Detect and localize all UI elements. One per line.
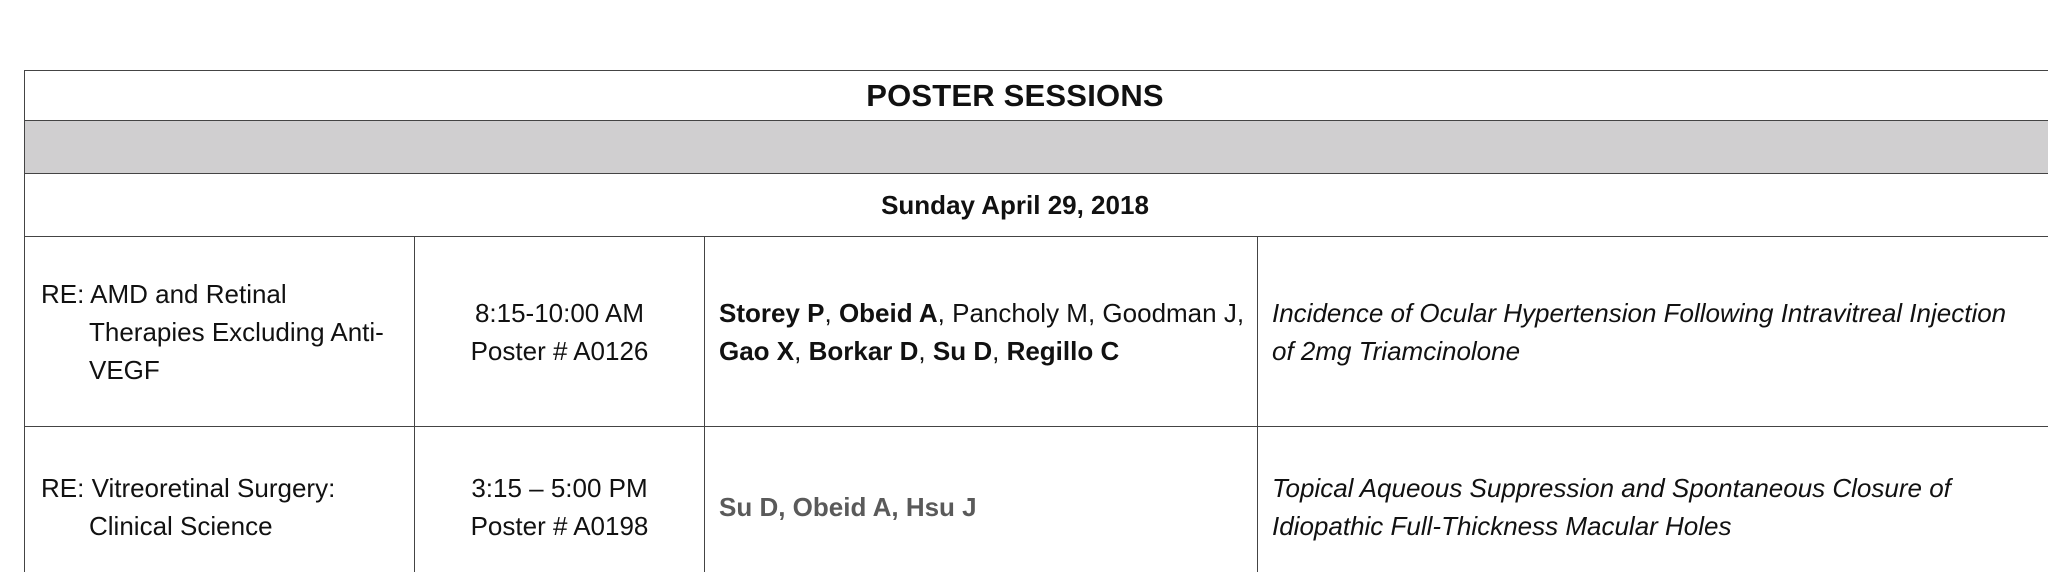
- authors-cell: [705, 427, 1258, 572]
- page-title: POSTER SESSIONS: [866, 77, 1164, 113]
- table-row: [25, 237, 2048, 427]
- abstract-title: Topical Aqueous Suppression and Spontaneous Closure of Idiopathic Full-Thickness Macular Holes: [1272, 473, 1951, 541]
- author-name: Storey P: [719, 297, 825, 328]
- author-list: Storey P, Obeid A, Pancholy M, Goodman J, Gao X, Borkar D, Su D, Regillo C: [719, 297, 1245, 366]
- category-cell: [25, 427, 415, 572]
- abstract-title: Incidence of Ocular Hypertension Following Intravitreal Injection of 2mg Triamcinolone: [1272, 297, 2007, 366]
- category-text: RE: AMD and Retinal Therapies Excluding Anti-VEGF: [41, 278, 384, 385]
- authors-cell: [705, 237, 1258, 426]
- abstract-title-cell: [1258, 427, 2048, 572]
- author-name: Obeid A: [838, 297, 938, 328]
- session-time: 3:15 – 5:00 PM: [471, 473, 648, 503]
- session-time: 8:15-10:00 AM: [474, 297, 645, 328]
- table-row: [25, 427, 2048, 572]
- table-title-row: [25, 71, 2048, 121]
- session-date: Sunday April 29, 2018: [881, 189, 1149, 220]
- category-cell: [25, 237, 415, 426]
- poster-number: Poster # A0198: [470, 511, 649, 541]
- author-name: Borkar D: [808, 335, 919, 366]
- poster-sessions-table: [24, 70, 2048, 572]
- author-name: Gao X: [719, 335, 795, 366]
- time-cell: [415, 427, 705, 572]
- author-name: Regillo C: [1006, 335, 1120, 366]
- date-row: [25, 174, 2048, 237]
- shaded-divider-band: [25, 121, 2048, 174]
- author-list: Su D, Obeid A, Hsu J: [719, 492, 977, 522]
- category-text: RE: Vitreoretinal Surgery: Clinical Science: [41, 473, 336, 541]
- abstract-title-cell: [1258, 237, 2048, 426]
- poster-number: Poster # A0126: [470, 335, 649, 366]
- author-name: Goodman J: [1102, 297, 1237, 328]
- author-name: Pancholy M: [952, 297, 1088, 328]
- time-cell: [415, 237, 705, 426]
- author-name: Su D: [932, 335, 993, 366]
